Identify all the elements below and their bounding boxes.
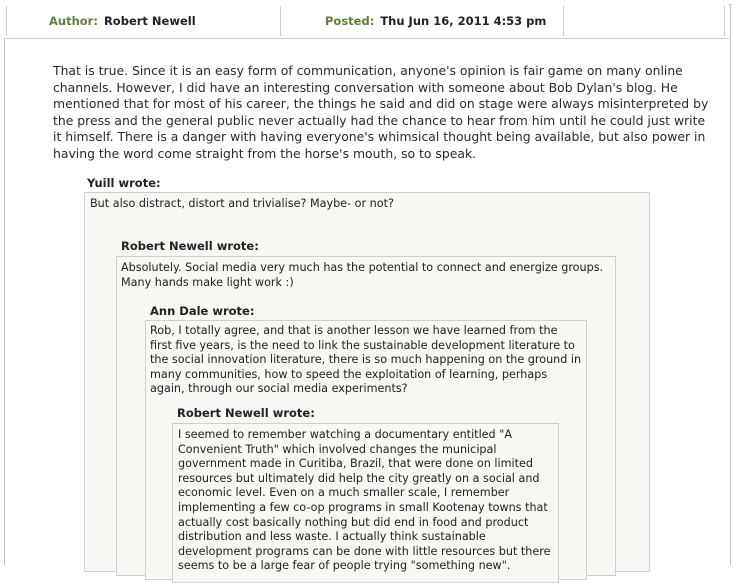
quote-text-ann: Rob, I totally agree, and that is another lesson we have learned from the first five years, is the need to link the sustainable development literature to the social innovation literature, there is so much happening on the ground in many communities, how to speed the exploitation of learning, perhaps again, through our social media experiments? bbox=[150, 324, 582, 396]
quote-text-yuill: But also distract, distort and trivialise? Maybe- or not? bbox=[90, 197, 394, 210]
author-name[interactable]: Robert Newell bbox=[103, 14, 196, 28]
quote-header-robert-2: Robert Newell wrote: bbox=[177, 406, 315, 420]
posted-cell bbox=[281, 6, 564, 36]
quote-text-robert-2: I seemed to remember watching a documentary entitled "A Convenient Truth" which involved changes the municipal government made in Curitiba, Brazil, that were done on limited resources but ultimately did help the city greatly on a social and economic level. Even on a much smaller scale, I remember implementing a few co-op programs in small Kootenay towns that actually cost basically nothing but did end in food and product distribution and less waste. I actually think sustainable development programs can be done with little resources but there seems to be a large fear of people trying "something new". bbox=[178, 428, 551, 573]
author-cell bbox=[6, 6, 281, 36]
post-header bbox=[4, 4, 729, 39]
posted-date: Thu Jun 16, 2011 4:53 pm bbox=[380, 14, 547, 28]
post-body: That is true. Since it is an easy form of communication, anyone's opinion is fair game on many online channels. However, I did have an interesting conversation with someone about Bob Dylan's blog. He mentioned that for most of his career, the things he said and did on stage were always misinterpreted by the press and the general public never actually had the chance to hear from him until he could just write it himself. There is a danger with having everyone's whimsical thought being available, but also power in having the word come straight from the horse's mouth, so to speak. bbox=[53, 63, 709, 161]
quote-header-ann: Ann Dale wrote: bbox=[150, 304, 255, 318]
quote-header-robert-1: Robert Newell wrote: bbox=[121, 239, 259, 253]
quote-text-robert-1: Absolutely. Social media very much has the potential to connect and energize groups. Many hands make light work :) bbox=[121, 261, 604, 289]
author-label: Author: bbox=[49, 14, 98, 28]
posted-label: Posted: bbox=[325, 14, 375, 28]
header-empty-cell bbox=[564, 6, 725, 36]
quote-header-yuill: Yuill wrote: bbox=[87, 176, 161, 190]
